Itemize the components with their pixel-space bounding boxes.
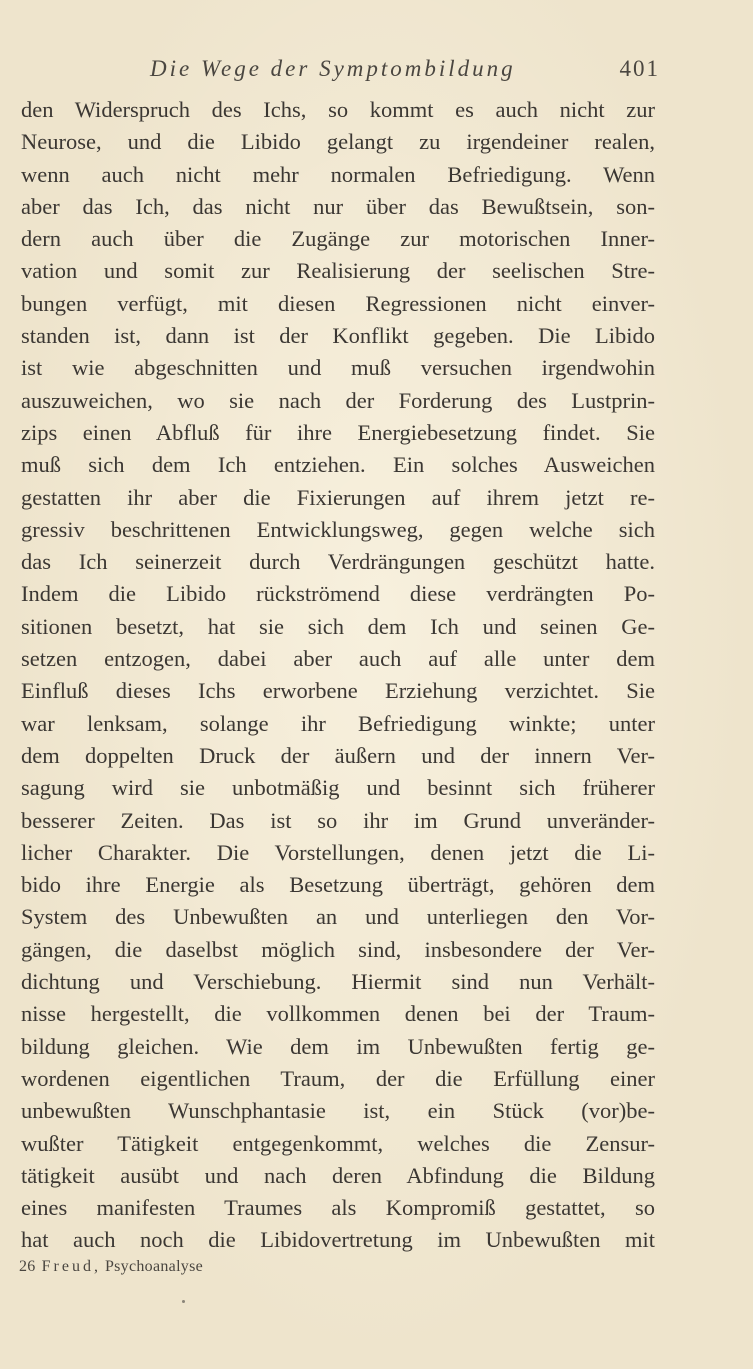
- text-line: Neurose, und die Libido gelangt zu irgendeiner realen,: [21, 129, 655, 155]
- text-line: bildung gleichen. Wie dem im Unbewußten fertig ge-: [21, 1033, 655, 1059]
- page-number: 401: [619, 56, 660, 81]
- text-line: licher Charakter. Die Vorstellungen, denen jetzt die Li-: [21, 839, 655, 865]
- text-line: wordenen eigentlichen Traum, der die Erfüllung einer: [21, 1065, 655, 1091]
- text-line: tätigkeit ausübt und nach deren Abfindung die Bildung: [21, 1162, 655, 1188]
- text-line: aber das Ich, das nicht nur über das Bewußtsein, son-: [21, 193, 655, 219]
- text-line: Indem die Libido rückströmend diese verdrängten Po-: [21, 581, 655, 607]
- running-head: [150, 56, 660, 90]
- text-line: nisse hergestellt, die vollkommen denen bei der Traum-: [21, 1001, 655, 1027]
- text-line: dern auch über die Zugänge zur motorischen Inner-: [21, 226, 655, 252]
- text-line: bido ihre Energie als Besetzung überträgt, gehören dem: [21, 872, 655, 898]
- text-line: bungen verfügt, mit diesen Regressionen nicht einver-: [21, 290, 655, 316]
- text-line: wenn auch nicht mehr normalen Befriedigung. Wenn: [21, 161, 655, 187]
- text-line: ist wie abgeschnitten und muß versuchen irgendwohin: [21, 355, 655, 381]
- text-line: dem doppelten Druck der äußern und der innern Ver-: [21, 742, 655, 768]
- text-line: vation und somit zur Realisierung der seelischen Stre-: [21, 258, 655, 284]
- text-line: sitionen besetzt, hat sie sich dem Ich und seinen Ge-: [21, 613, 655, 639]
- text-line: System des Unbewußten an und unterliegen den Vor-: [21, 904, 655, 930]
- text-line: besserer Zeiten. Das ist so ihr im Grund unveränder-: [21, 807, 655, 833]
- paper-speck: [182, 1300, 185, 1303]
- text-line: war lenksam, solange ihr Befriedigung winkte; unter: [21, 710, 655, 736]
- text-line: hat auch noch die Libidovertretung im Unbewußten mit: [21, 1227, 655, 1253]
- text-line: dichtung und Verschiebung. Hiermit sind nun Verhält-: [21, 969, 655, 995]
- text-line: gängen, die daselbst möglich sind, insbesondere der Ver-: [21, 936, 655, 962]
- text-line: gestatten ihr aber die Fixierungen auf ihrem jetzt re-: [21, 484, 655, 510]
- text-line: sagung wird sie unbotmäßig und besinnt sich früherer: [21, 775, 655, 801]
- text-line: muß sich dem Ich entziehen. Ein solches Ausweichen: [21, 452, 655, 478]
- text-line: standen ist, dann ist der Konflikt gegeben. Die Libido: [21, 323, 655, 349]
- body-text: [21, 94, 655, 1257]
- text-line: das Ich seinerzeit durch Verdrängungen geschützt hatte.: [21, 549, 655, 575]
- text-line: unbewußten Wunschphantasie ist, ein Stück (vor)be-: [21, 1098, 655, 1124]
- text-line: gressiv beschrittenen Entwicklungsweg, gegen welche sich: [21, 516, 655, 542]
- text-line: Einfluß dieses Ichs erworbene Erziehung verzichtet. Sie: [21, 678, 655, 704]
- signature-author: Freud,: [41, 1258, 101, 1275]
- text-line: wußter Tätigkeit entgegenkommt, welches die Zensur-: [21, 1130, 655, 1156]
- text-line: eines manifesten Traumes als Kompromiß gestattet, so: [21, 1195, 655, 1221]
- signature-number: 26: [19, 1258, 36, 1275]
- text-line: den Widerspruch des Ichs, so kommt es auch nicht zur: [21, 97, 655, 122]
- signature-mark: [19, 1258, 203, 1276]
- text-line: setzen entzogen, dabei aber auch auf alle unter dem: [21, 646, 655, 672]
- signature-title: Psychoanalyse: [104, 1258, 204, 1275]
- text-line: zips einen Abfluß für ihre Energiebesetzung findet. Sie: [21, 419, 655, 445]
- text-line: auszuweichen, wo sie nach der Forderung des Lustprin-: [21, 387, 655, 413]
- running-title: Die Wege der Symptombildung: [150, 56, 516, 81]
